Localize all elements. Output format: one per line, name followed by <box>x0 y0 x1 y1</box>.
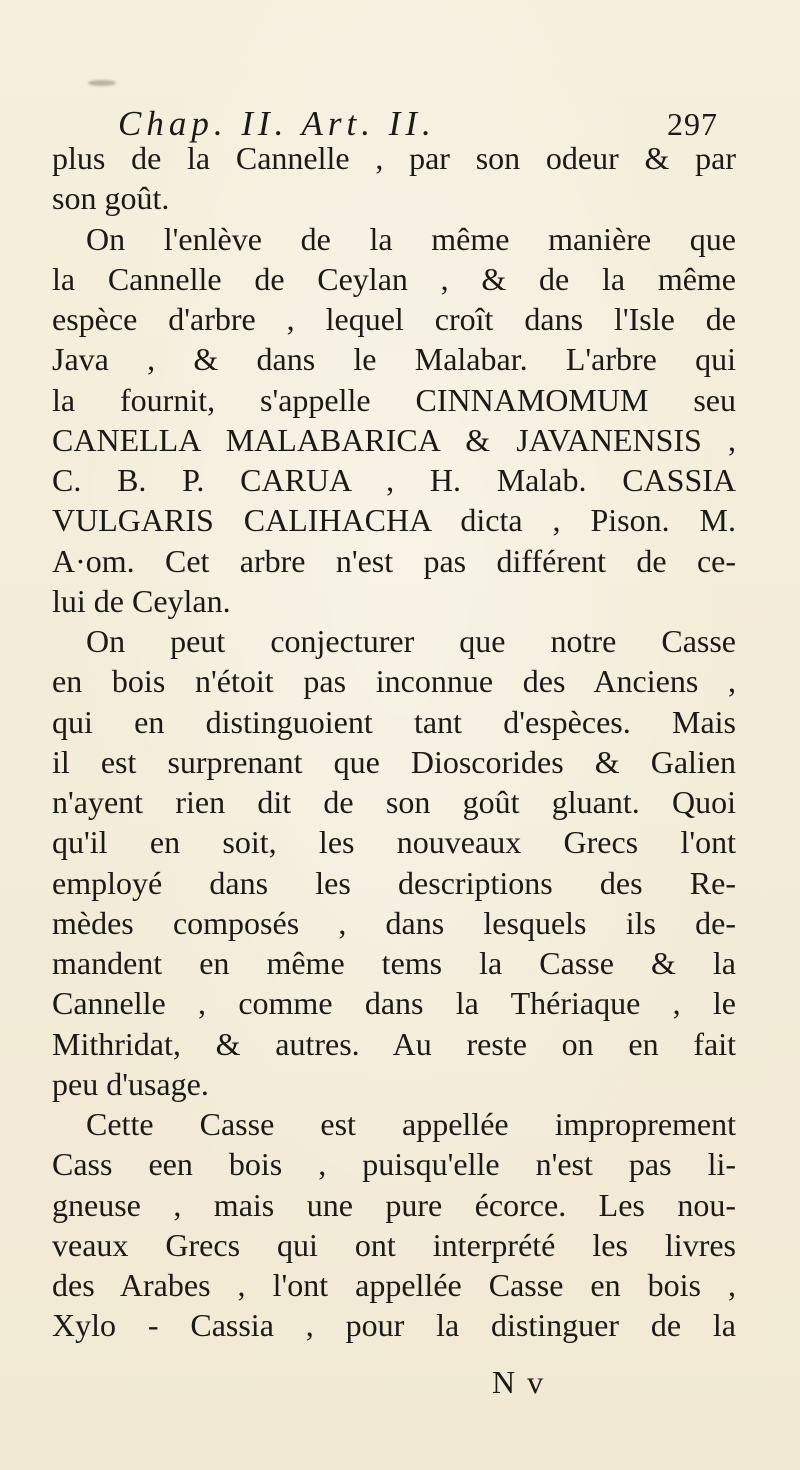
text-line: C. B. P. CARUA , H. Malab. CASSIA <box>52 462 736 498</box>
text-line: Xylo - Cassia , pour la distinguer de la <box>52 1307 736 1344</box>
body-text <box>52 138 736 1346</box>
text-line: espèce d'arbre , lequel croît dans l'Isle de <box>52 301 736 337</box>
text-line: n'ayent rien dit de son goût gluant. Quoi <box>52 784 736 820</box>
text-line: On peut conjecturer que notre Casse <box>86 623 736 659</box>
page-number: 297 <box>667 106 718 142</box>
text-line: il est surprenant que Dioscorides & Galien <box>52 743 736 780</box>
text-line: CANELLA MALABARICA & JAVANENSIS , <box>52 421 736 458</box>
text-line: en bois n'étoit pas inconnue des Anciens , <box>52 663 736 700</box>
text-line: peu d'usage. <box>52 1065 209 1102</box>
text-line: gneuse , mais une pure écorce. Les nou- <box>52 1186 736 1223</box>
text-line: Cannelle , comme dans la Thériaque , le <box>52 985 736 1022</box>
text-line: la Cannelle de Ceylan , & de la même <box>52 260 736 297</box>
signature-mark: N v <box>492 1364 546 1400</box>
text-line: qu'il en soit, les nouveaux Grecs l'ont <box>52 824 736 861</box>
text-line: des Arabes , l'ont appellée Casse en bois , <box>52 1267 736 1303</box>
text-line: son goût. <box>52 180 170 217</box>
running-title: Chap. II. Art. II. <box>118 104 436 143</box>
text-line: A·om. Cet arbre n'est pas différent de ce- <box>52 542 736 579</box>
text-line: plus de la Cannelle , par son odeur & par <box>52 140 736 176</box>
text-line: qui en distinguoient tant d'espèces. Mais <box>52 703 736 740</box>
text-line: la fournit, s'appelle CINNAMOMUM seu <box>52 381 736 418</box>
text-line: employé dans les descriptions des Re- <box>52 864 736 901</box>
text-line: Mithridat, & autres. Au reste on en fait <box>52 1025 736 1062</box>
ink-smudge <box>88 80 116 86</box>
text-line: mèdes composés , dans lesquels ils de- <box>52 904 736 941</box>
text-line: lui de Ceylan. <box>52 582 231 619</box>
text-line: mandent en même tems la Casse & la <box>52 945 736 981</box>
text-line: veaux Grecs qui ont interprété les livres <box>52 1226 736 1263</box>
text-line: Cass een bois , puisqu'elle n'est pas li- <box>52 1146 736 1183</box>
text-line: On l'enlève de la même manière que <box>86 220 736 257</box>
text-line: VULGARIS CALIHACHA dicta , Pison. M. <box>52 502 736 539</box>
text-line: Java , & dans le Malabar. L'arbre qui <box>52 341 736 378</box>
text-line: Cette Casse est appellée improprement <box>86 1106 736 1142</box>
